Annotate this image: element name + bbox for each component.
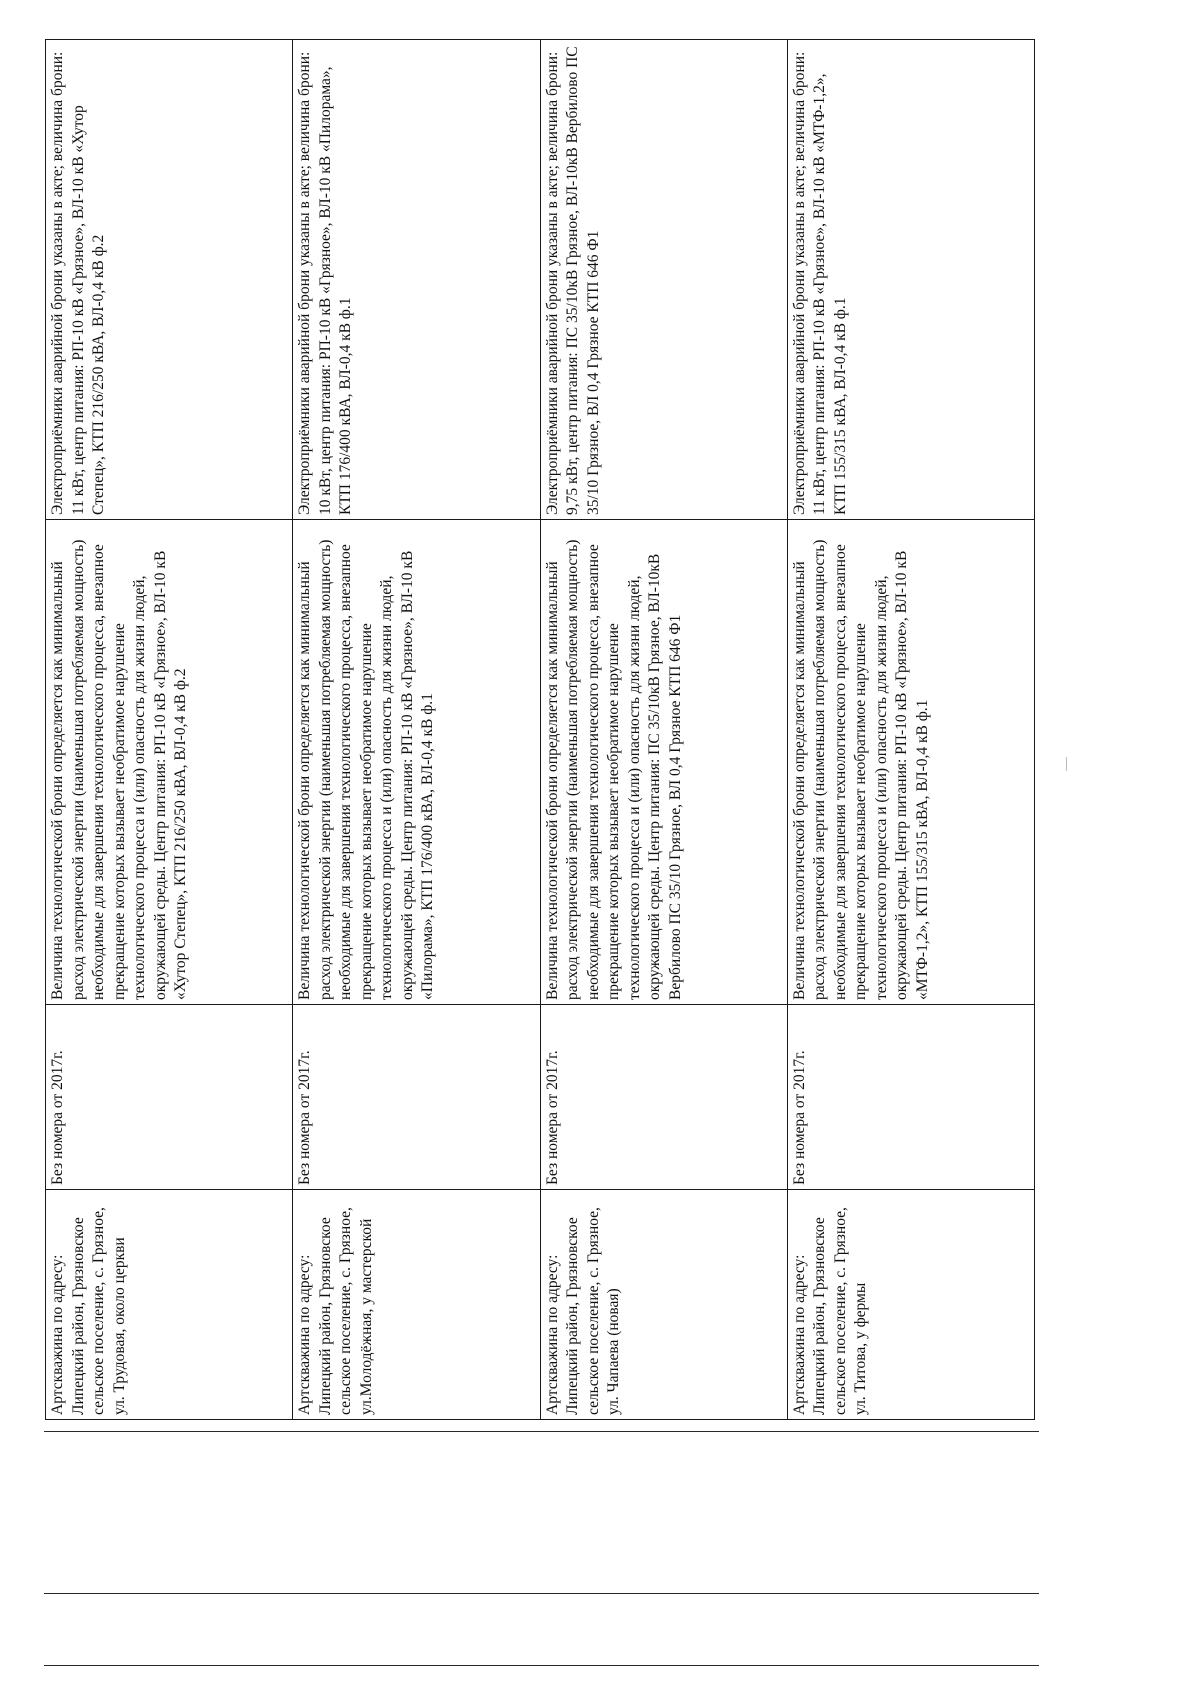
emergency-reserve-cell: Электроприёмники аварийной брони указаны в акте; величина брони: 9,75 кВт, центр питания: ПС 35/10кВ Грязное, ВЛ-10кВ Вербилово ПС 35/10 Грязное, ВЛ 0,4 Грязное КТП 646 Ф1 <box>540 40 787 520</box>
emergency-reserve-cell: Электроприёмники аварийной брони указаны в акте; величина брони: 10 кВт, центр питания: РП-10 кВ «Грязное», ВЛ-10 кВ «Пилорама», КТП 176/400 кВА, ВЛ-0,4 кВ ф.1 <box>293 40 540 520</box>
act-number-cell: Без номера от 2017г. <box>46 1005 293 1190</box>
emergency-reserve-cell: Электроприёмники аварийной брони указаны в акте; величина брони: 11 кВт, центр питания: РП-10 кВ «Грязное», ВЛ-10 кВ «МТФ-1,2», КТП 155/315 кВА, ВЛ-0,4 кВ ф.1 <box>787 40 1034 520</box>
act-number-cell: Без номера от 2017г. <box>787 1005 1034 1190</box>
emergency-reserve-cell: Электроприёмники аварийной брони указаны в акте; величина брони: 11 кВт, центр питания: РП-10 кВ «Грязное», ВЛ-10 кВ «Хутор Степец», КТП 216/250 кВА, ВЛ-0,4 кВ ф.2 <box>46 40 293 520</box>
table-row <box>46 40 293 1420</box>
table-row <box>293 40 540 1420</box>
emergency-reserve-table <box>45 39 1035 1420</box>
object-address-cell: Артскважина по адресу: Липецкий район, Грязновское сельское поселение, с. Грязное, ул. Титова, у фермы <box>787 1190 1034 1420</box>
separator-line <box>44 1593 1039 1594</box>
object-address-cell: Артскважина по адресу: Липецкий район, Грязновское сельское поселение, с. Грязное, ул. Чапаева (новая) <box>540 1190 787 1420</box>
object-address-cell: Артскважина по адресу: Липецкий район, Грязновское сельское поселение, с. Грязное, ул.Молодёжная, у мастерской <box>293 1190 540 1420</box>
technological-reserve-cell: Величина технологической брони определяется как минимальный расход электрической энергии (наименьшая потребляемая мощность) необходимые для завершения технологического процесса, внезапное прекращение которых вызывает необратимое нарушение технологического процесса и (или) опасность для жизни людей, окружающей среды. Центр питания: ПС 35/10кВ Грязное, ВЛ-10кВ Вербилово ПС 35/10 Грязное, ВЛ 0,4 Грязное КТП 646 Ф1 <box>540 520 787 1005</box>
scan-artifact-mark <box>1066 757 1067 771</box>
rotated-table-container <box>45 40 1035 1420</box>
separator-line <box>44 1431 1039 1432</box>
object-address-cell: Артскважина по адресу: Липецкий район, Грязновское сельское поселение, с. Грязное, ул. Трудовая, около церкви <box>46 1190 293 1420</box>
table-row <box>540 40 787 1420</box>
technological-reserve-cell: Величина технологической брони определяется как минимальный расход электрической энергии (наименьшая потребляемая мощность) необходимые для завершения технологического процесса, внезапное прекращение которых вызывает необратимое нарушение технологического процесса и (или) опасность для жизни людей, окружающей среды. Центр питания: РП-10 кВ «Грязное», ВЛ-10 кВ «Пилорама», КТП 176/400 кВА, ВЛ-0,4 кВ ф.1 <box>293 520 540 1005</box>
table-row <box>787 40 1034 1420</box>
act-number-cell: Без номера от 2017г. <box>540 1005 787 1190</box>
act-number-cell: Без номера от 2017г. <box>293 1005 540 1190</box>
separator-line <box>44 1665 1039 1666</box>
technological-reserve-cell: Величина технологической брони определяется как минимальный расход электрической энергии (наименьшая потребляемая мощность) необходимые для завершения технологического процесса, внезапное прекращение которых вызывает необратимое нарушение технологического процесса и (или) опасность для жизни людей, окружающей среды. Центр питания: РП-10 кВ «Грязное», ВЛ-10 кВ «МТФ-1,2», КТП 155/315 кВА, ВЛ-0,4 кВ ф.1 <box>787 520 1034 1005</box>
technological-reserve-cell: Величина технологической брони определяется как минимальный расход электрической энергии (наименьшая потребляемая мощность) необходимые для завершения технологического процесса, внезапное прекращение которых вызывает необратимое нарушение технологического процесса и (или) опасность для жизни людей, окружающей среды. Центр питания: РП-10 кВ «Грязное», ВЛ-10 кВ «Хутор Степец», КТП 216/250 кВА, ВЛ-0,4 кВ ф.2 <box>46 520 293 1005</box>
